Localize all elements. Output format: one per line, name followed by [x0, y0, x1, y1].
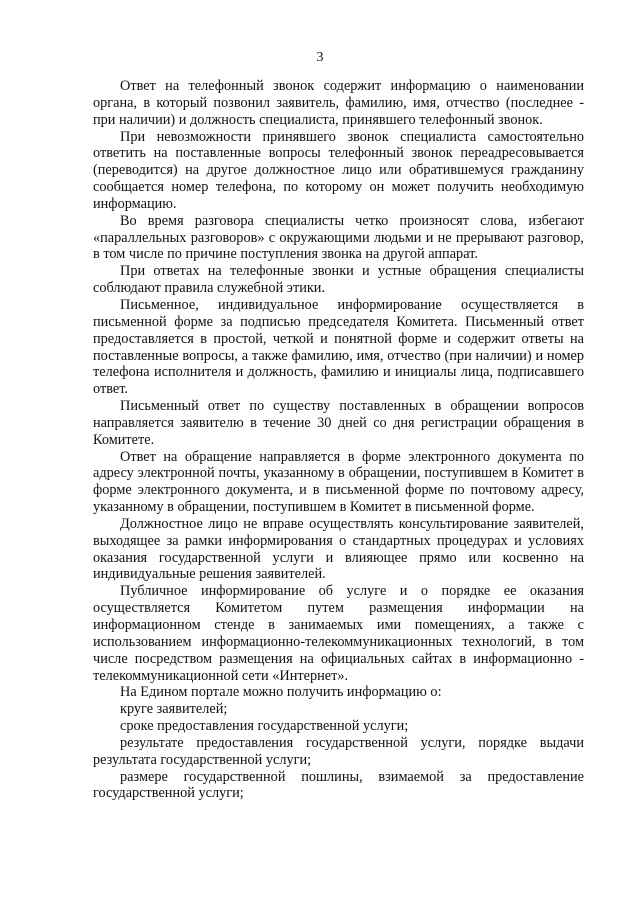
paragraph-phone-answer-content: Ответ на телефонный звонок содержит информацию о наименовании органа, в который позвонил заявитель, фамилию, имя, отчество (последнее - при наличии) и должность специалиста, принявшего телефонный звонок.: [93, 78, 584, 128]
document-body: [93, 78, 584, 802]
list-item-state-fee: размере государственной пошлины, взимаемой за предоставление государственной услуги;: [93, 768, 584, 802]
paragraph-public-informing: Публичное информирование об услуге и о порядке ее оказания осуществляется Комитетом путем размещения информации на информационном стенде в занимаемых ими помещениях, а также с использованием информационно-телекоммуникационных технологий, в том числе посредством размещения на официальных сайтах в информационно - телекоммуникационной сети «Интернет».: [93, 583, 584, 684]
list-item-service-result: результате предоставления государственной услуги, порядке выдачи результата государственной услуги;: [93, 734, 584, 768]
page-number: 3: [316, 50, 324, 65]
paragraph-call-redirect: При невозможности принявшего звонок специалиста самостоятельно ответить на поставленные вопросы телефонный звонок переадресовывается (переводится) на другое должностное лицо или обратившемуся гражданину сообщается номер телефона, по которому он может получить необходимую информацию.: [93, 128, 584, 212]
list-item-applicants: круге заявителей;: [120, 701, 228, 718]
paragraph-consulting-limits: Должностное лицо не вправе осуществлять консультирование заявителей, выходящее за рамки информирования о стандартных процедурах и условиях оказания государственной услуги и влияющее прямо или косвенно на индивидуальные решения заявителей.: [93, 515, 584, 583]
paragraph-electronic-answer: Ответ на обращение направляется в форме электронного документа по адресу электронной почты, указанному в обращении, поступившем в Комитет в форме электронного документа, и в письменной форме по почтовому адресу, указанному в обращении, поступившем в Комитет в письменной форме.: [93, 448, 584, 516]
paragraph-written-informing: Письменное, индивидуальное информирование осуществляется в письменной форме за подписью председателя Комитета. Письменный ответ предоставляется в простой, четкой и понятной форме и содержит ответы на поставленные вопросы, а также фамилию, имя, отчество (при наличии) и номер телефона исполнителя и должность, фамилию и инициалы лица, подписавшего ответ.: [93, 296, 584, 398]
paragraph-service-ethics: При ответах на телефонные звонки и устные обращения специалисты соблюдают правила служебной этики.: [93, 263, 584, 297]
list-item-service-term: сроке предоставления государственной услуги;: [120, 718, 409, 735]
paragraph-speech-rules: Во время разговора специалисты четко произносят слова, избегают «параллельных разговоров» с окружающими людьми и не прерывают разговор, в том числе по причине поступления звонка на другой аппарат.: [93, 212, 584, 263]
paragraph-unified-portal-intro: На Едином портале можно получить информацию о:: [120, 684, 442, 701]
paragraph-written-answer-deadline: Письменный ответ по существу поставленных в обращении вопросов направляется заявителю в течение 30 дней со дня регистрации обращения в Комитете.: [93, 398, 584, 448]
